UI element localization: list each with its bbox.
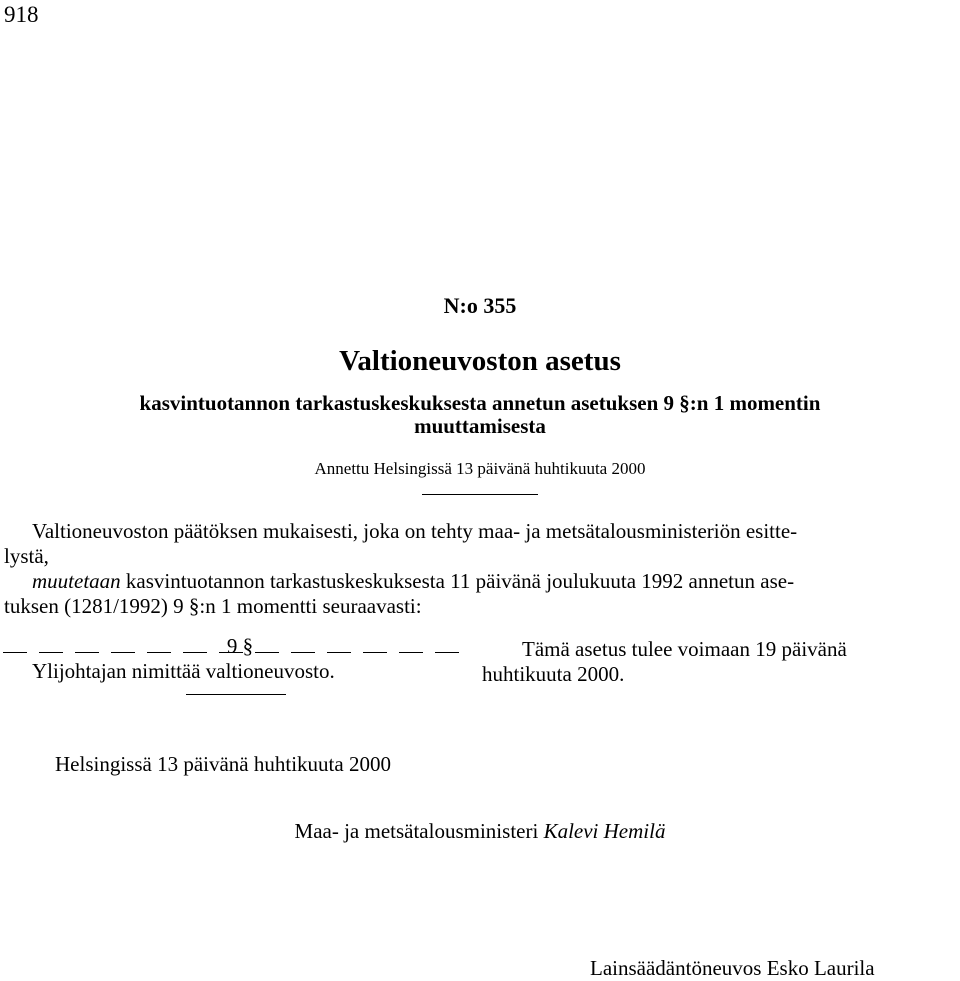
amend-verb: muutetaan [32, 569, 121, 593]
preamble-line-2: lystä, [4, 544, 49, 568]
document-subtitle [0, 392, 960, 438]
minister-signature [0, 819, 960, 844]
counsel-signature: Lainsäädäntöneuvos Esko Laurila [590, 956, 875, 980]
title-divider [422, 494, 538, 495]
place-and-date: Helsingissä 13 päivänä huhtikuuta 2000 [55, 752, 391, 776]
section-heading: 9 § [226, 634, 254, 658]
preamble-line-3-rest: kasvintuotannon tarkastuskeskuksesta 11 päivänä joulukuuta 1992 annetun ase- [120, 569, 795, 593]
issued-date: Annettu Helsingissä 13 päivänä huhtikuuta 2000 [314, 459, 646, 478]
preamble-line-3 [32, 569, 794, 594]
entry-into-force-line-1: Tämä asetus tulee voimaan 19 päivänä [522, 637, 847, 661]
document-number: N:o 355 [443, 293, 517, 318]
minister-title: Maa- ja metsätalousministeri [294, 819, 544, 843]
document-title: Valtioneuvoston asetus [339, 345, 621, 377]
page-number: 918 [4, 2, 39, 27]
section-text: Ylijohtajan nimittää valtioneuvosto. [32, 659, 335, 683]
minister-name: Kalevi Hemilä [543, 819, 666, 843]
subtitle-line-2: muuttamisesta [414, 414, 546, 438]
omitted-text-marker [3, 652, 459, 653]
subtitle-line-1: kasvintuotannon tarkastuskeskuksesta annetun asetuksen 9 §:n 1 momentin [139, 391, 821, 415]
preamble-line-1: Valtioneuvoston päätöksen mukaisesti, joka on tehty maa- ja metsätalousministeriön esitte- [32, 519, 798, 543]
preamble-line-4: tuksen (1281/1992) 9 §:n 1 momentti seuraavasti: [4, 594, 422, 618]
signature-divider [186, 694, 286, 695]
entry-into-force-line-2: huhtikuuta 2000. [482, 662, 625, 686]
